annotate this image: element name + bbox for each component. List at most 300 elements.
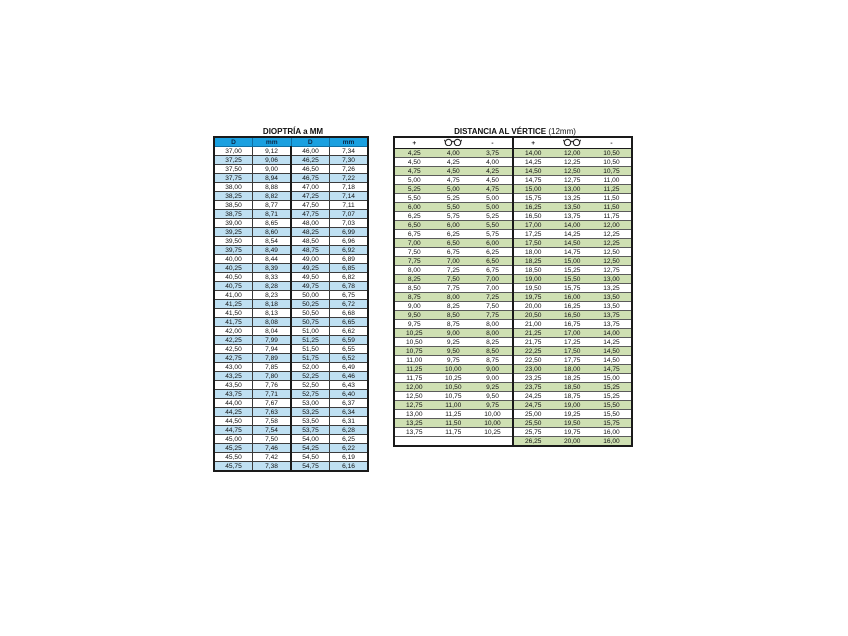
table-cell: 9,50: [394, 311, 434, 320]
table-cell: 15,75: [552, 284, 592, 293]
table-cell: 40,75: [214, 282, 253, 291]
table-cell: 7,54: [253, 426, 292, 435]
table-cell: 11,50: [592, 194, 632, 203]
table-cell: 24,75: [513, 401, 553, 410]
table-row: [394, 203, 632, 212]
table-cell: 5,50: [473, 221, 513, 230]
glasses-icon: [434, 137, 474, 149]
table-cell: 48,25: [291, 228, 330, 237]
table-cell: 7,50: [473, 302, 513, 311]
table-cell: 11,00: [434, 401, 474, 410]
table-cell: 15,00: [552, 257, 592, 266]
table-cell: 9,00: [394, 302, 434, 311]
table-cell: 8,49: [253, 246, 292, 255]
table-cell: 48,00: [291, 219, 330, 228]
table-cell: 23,75: [513, 383, 553, 392]
table-cell: 49,00: [291, 255, 330, 264]
table-cell: 8,33: [253, 273, 292, 282]
table-row: [394, 392, 632, 401]
table-cell: 14,50: [552, 239, 592, 248]
table-cell: 23,00: [513, 365, 553, 374]
table-cell: 7,00: [434, 257, 474, 266]
table-cell: 14,50: [513, 167, 553, 176]
table-cell: 9,12: [253, 147, 292, 156]
table-cell: 41,75: [214, 318, 253, 327]
table-cell: 8,44: [253, 255, 292, 264]
table-cell: 8,88: [253, 183, 292, 192]
table-cell: 37,25: [214, 156, 253, 165]
table-cell: 6,37: [330, 399, 369, 408]
header-d: D: [214, 137, 253, 147]
table-cell: 13,50: [592, 293, 632, 302]
table-cell: 9,50: [434, 347, 474, 356]
table-cell: 8,77: [253, 201, 292, 210]
dioptria-table: [213, 136, 369, 472]
table-cell: [434, 437, 474, 447]
table-cell: 43,50: [214, 381, 253, 390]
table-cell: 6,25: [330, 435, 369, 444]
table-cell: 16,25: [552, 302, 592, 311]
table-cell: 12,75: [592, 266, 632, 275]
table-row: [394, 266, 632, 275]
table-cell: 23,25: [513, 374, 553, 383]
table-cell: 11,75: [434, 428, 474, 437]
table-cell: 6,49: [330, 363, 369, 372]
table-row: [214, 282, 368, 291]
table-cell: 6,19: [330, 453, 369, 462]
table-row: [394, 302, 632, 311]
table-row: [394, 374, 632, 383]
table-cell: 7,03: [330, 219, 369, 228]
table-row: [214, 147, 368, 156]
table-cell: 54,75: [291, 462, 330, 472]
table-cell: 5,25: [434, 194, 474, 203]
distancia-title: [393, 127, 637, 136]
table-cell: 14,25: [552, 230, 592, 239]
table-cell: 10,50: [394, 338, 434, 347]
table-row: [214, 408, 368, 417]
table-row: [214, 318, 368, 327]
table-cell: 15,25: [592, 383, 632, 392]
table-cell: 4,25: [473, 167, 513, 176]
table-cell: 7,75: [434, 284, 474, 293]
table-row: [214, 462, 368, 472]
table-cell: 54,50: [291, 453, 330, 462]
table-row: [214, 174, 368, 183]
table-cell: 14,00: [513, 149, 553, 158]
table-cell: 53,50: [291, 417, 330, 426]
table-cell: 6,75: [434, 248, 474, 257]
table-cell: 11,25: [434, 410, 474, 419]
header-minus: -: [473, 137, 513, 149]
header-d: D: [291, 137, 330, 147]
table-cell: 14,75: [552, 248, 592, 257]
table-cell: 44,25: [214, 408, 253, 417]
table-cell: 20,00: [552, 437, 592, 447]
table-row: [394, 347, 632, 356]
table-cell: 4,00: [434, 149, 474, 158]
table-cell: 54,25: [291, 444, 330, 453]
table-cell: 53,00: [291, 399, 330, 408]
table-row: [394, 311, 632, 320]
table-cell: 13,25: [394, 419, 434, 428]
table-row: [214, 435, 368, 444]
table-cell: 12,00: [592, 221, 632, 230]
table-cell: 14,75: [513, 176, 553, 185]
table-cell: 13,75: [552, 212, 592, 221]
table-cell: 8,82: [253, 192, 292, 201]
table-cell: 41,00: [214, 291, 253, 300]
table-cell: 16,00: [552, 293, 592, 302]
table-cell: 43,25: [214, 372, 253, 381]
table-cell: 49,75: [291, 282, 330, 291]
table-cell: 49,50: [291, 273, 330, 282]
table-cell: 5,25: [394, 185, 434, 194]
table-cell: 3,75: [473, 149, 513, 158]
table-cell: 44,75: [214, 426, 253, 435]
table-cell: 8,60: [253, 228, 292, 237]
table-cell: 18,25: [552, 374, 592, 383]
table-cell: 17,50: [513, 239, 553, 248]
table-cell: 48,50: [291, 237, 330, 246]
table-cell: 25,75: [513, 428, 553, 437]
table-cell: 16,50: [552, 311, 592, 320]
table-cell: 8,50: [473, 347, 513, 356]
table-cell: 14,25: [592, 338, 632, 347]
table-row: [394, 239, 632, 248]
table-cell: 8,25: [473, 338, 513, 347]
table-row: [394, 185, 632, 194]
table-cell: 39,75: [214, 246, 253, 255]
table-cell: 19,50: [552, 419, 592, 428]
table-row: [214, 417, 368, 426]
table-cell: 14,00: [592, 329, 632, 338]
table-cell: 51,00: [291, 327, 330, 336]
table-cell: 7,34: [330, 147, 369, 156]
table-cell: 7,67: [253, 399, 292, 408]
table-cell: 7,50: [434, 275, 474, 284]
header-minus: -: [592, 137, 632, 149]
table-cell: 6,00: [394, 203, 434, 212]
table-cell: 6,46: [330, 372, 369, 381]
table-cell: 38,00: [214, 183, 253, 192]
table-cell: 5,50: [434, 203, 474, 212]
table-cell: 10,00: [434, 365, 474, 374]
table-cell: [394, 437, 434, 447]
table-cell: 12,50: [592, 248, 632, 257]
table-cell: 12,00: [394, 383, 434, 392]
table-cell: 9,75: [394, 320, 434, 329]
table-cell: 11,25: [394, 365, 434, 374]
table-cell: 8,00: [473, 320, 513, 329]
table-cell: 7,30: [330, 156, 369, 165]
table-row: [214, 246, 368, 255]
table-cell: 13,00: [394, 410, 434, 419]
table-cell: 14,00: [552, 221, 592, 230]
table-cell: 7,50: [394, 248, 434, 257]
table-cell: 12,50: [552, 167, 592, 176]
table-cell: 40,25: [214, 264, 253, 273]
table-cell: 20,50: [513, 311, 553, 320]
table-cell: 17,25: [552, 338, 592, 347]
table-cell: 6,75: [394, 230, 434, 239]
table-cell: 6,99: [330, 228, 369, 237]
table-cell: 5,50: [394, 194, 434, 203]
table-row: [394, 167, 632, 176]
table-row: [214, 165, 368, 174]
table-row: [214, 210, 368, 219]
table-cell: 8,04: [253, 327, 292, 336]
table-cell: 4,75: [394, 167, 434, 176]
table-cell: 39,25: [214, 228, 253, 237]
table-cell: 17,00: [513, 221, 553, 230]
table-cell: 51,75: [291, 354, 330, 363]
table-cell: 5,00: [394, 176, 434, 185]
table-cell: [473, 437, 513, 447]
table-cell: 15,75: [592, 419, 632, 428]
table-cell: 5,00: [473, 194, 513, 203]
table-cell: 13,50: [552, 203, 592, 212]
table-cell: 40,50: [214, 273, 253, 282]
table-cell: 6,43: [330, 381, 369, 390]
table-cell: 52,75: [291, 390, 330, 399]
table-cell: 10,75: [592, 167, 632, 176]
table-cell: 6,00: [434, 221, 474, 230]
table-row: [214, 390, 368, 399]
table-cell: 54,00: [291, 435, 330, 444]
table-row: [214, 201, 368, 210]
table-row: [394, 149, 632, 158]
table-cell: 37,75: [214, 174, 253, 183]
table-cell: 9,25: [473, 383, 513, 392]
table-cell: 6,16: [330, 462, 369, 472]
table-cell: 50,50: [291, 309, 330, 318]
table-cell: 15,50: [592, 401, 632, 410]
table-cell: 6,65: [330, 318, 369, 327]
table-cell: 5,25: [473, 212, 513, 221]
table-cell: 6,92: [330, 246, 369, 255]
table-row: [214, 453, 368, 462]
table-cell: 39,00: [214, 219, 253, 228]
distancia-title-suffix: (12mm): [548, 127, 576, 136]
table-cell: 4,25: [434, 158, 474, 167]
table-cell: 7,89: [253, 354, 292, 363]
table-cell: 18,00: [552, 365, 592, 374]
table-cell: 7,25: [473, 293, 513, 302]
table-row: [214, 336, 368, 345]
table-cell: 4,75: [434, 176, 474, 185]
table-cell: 43,75: [214, 390, 253, 399]
table-cell: 10,75: [394, 347, 434, 356]
table-row: [214, 291, 368, 300]
table-row: [394, 383, 632, 392]
table-cell: 21,00: [513, 320, 553, 329]
table-cell: 6,72: [330, 300, 369, 309]
table-cell: 8,00: [473, 329, 513, 338]
table-cell: 7,38: [253, 462, 292, 472]
table-row: [394, 437, 632, 447]
table-cell: 16,00: [592, 428, 632, 437]
table-cell: 13,00: [592, 275, 632, 284]
table-cell: 46,50: [291, 165, 330, 174]
table-cell: 7,14: [330, 192, 369, 201]
table-row: [394, 365, 632, 374]
table-cell: 9,25: [434, 338, 474, 347]
table-cell: 14,75: [592, 365, 632, 374]
table-cell: 8,08: [253, 318, 292, 327]
table-row: [214, 426, 368, 435]
table-cell: 16,50: [513, 212, 553, 221]
table-cell: 50,25: [291, 300, 330, 309]
table-cell: 6,96: [330, 237, 369, 246]
table-row: [394, 410, 632, 419]
table-cell: 11,50: [592, 203, 632, 212]
table-cell: 11,25: [592, 185, 632, 194]
distancia-table: [393, 136, 633, 447]
table-row: [214, 183, 368, 192]
table-cell: 6,25: [434, 230, 474, 239]
table-cell: 6,75: [330, 291, 369, 300]
table-cell: 38,25: [214, 192, 253, 201]
table-cell: 47,50: [291, 201, 330, 210]
table-row: [214, 354, 368, 363]
table-cell: 42,25: [214, 336, 253, 345]
table-row: [214, 381, 368, 390]
table-cell: 4,75: [473, 185, 513, 194]
table-cell: 11,75: [394, 374, 434, 383]
table-cell: 7,00: [473, 284, 513, 293]
table-cell: 10,00: [473, 419, 513, 428]
table-row: [394, 176, 632, 185]
distancia-title-text: DISTANCIA AL VÉRTICE: [454, 127, 547, 136]
table-cell: 7,75: [394, 257, 434, 266]
table-row: [394, 356, 632, 365]
table-row: [394, 428, 632, 437]
table-cell: 6,34: [330, 408, 369, 417]
table-row: [214, 345, 368, 354]
table-row: [214, 444, 368, 453]
table-row: [214, 372, 368, 381]
table-cell: 5,00: [434, 185, 474, 194]
table-cell: 7,07: [330, 210, 369, 219]
table-cell: 10,50: [592, 158, 632, 167]
table-cell: 16,25: [513, 203, 553, 212]
table-cell: 13,75: [394, 428, 434, 437]
table-row: [394, 194, 632, 203]
table-cell: 49,25: [291, 264, 330, 273]
table-cell: 21,75: [513, 338, 553, 347]
table-cell: 5,75: [434, 212, 474, 221]
table-row: [394, 221, 632, 230]
table-cell: 4,25: [394, 149, 434, 158]
table-row: [394, 320, 632, 329]
table-cell: 14,25: [513, 158, 553, 167]
table-cell: 53,25: [291, 408, 330, 417]
table-cell: 8,75: [394, 293, 434, 302]
table-cell: 50,75: [291, 318, 330, 327]
table-row: [394, 275, 632, 284]
table-cell: 21,25: [513, 329, 553, 338]
table-cell: 7,25: [434, 266, 474, 275]
table-cell: 15,75: [513, 194, 553, 203]
table-cell: 7,18: [330, 183, 369, 192]
table-cell: 45,50: [214, 453, 253, 462]
table-cell: 10,25: [434, 374, 474, 383]
table-cell: 19,25: [552, 410, 592, 419]
table-cell: 6,40: [330, 390, 369, 399]
table-row: [214, 399, 368, 408]
table-cell: 22,25: [513, 347, 553, 356]
table-cell: 7,58: [253, 417, 292, 426]
table-row: [394, 212, 632, 221]
table-cell: 38,50: [214, 201, 253, 210]
table-cell: 46,00: [291, 147, 330, 156]
table-cell: 4,50: [394, 158, 434, 167]
table-cell: 47,25: [291, 192, 330, 201]
table-cell: 17,25: [513, 230, 553, 239]
table-cell: 24,25: [513, 392, 553, 401]
table-cell: 46,25: [291, 156, 330, 165]
table-cell: 7,46: [253, 444, 292, 453]
table-row: [394, 158, 632, 167]
table-row: [214, 156, 368, 165]
table-cell: 7,00: [473, 275, 513, 284]
table-row: [214, 228, 368, 237]
table-cell: 42,50: [214, 345, 253, 354]
table-cell: 6,68: [330, 309, 369, 318]
table-row: [214, 237, 368, 246]
table-row: [394, 329, 632, 338]
table-row: [214, 300, 368, 309]
table-cell: 4,50: [434, 167, 474, 176]
table-cell: 10,50: [592, 149, 632, 158]
table-row: [214, 219, 368, 228]
table-cell: 15,50: [592, 410, 632, 419]
table-cell: 17,00: [552, 329, 592, 338]
dioptria-header-row: [214, 137, 368, 147]
table-cell: 15,25: [552, 266, 592, 275]
table-cell: 7,26: [330, 165, 369, 174]
table-cell: 7,80: [253, 372, 292, 381]
table-cell: 8,28: [253, 282, 292, 291]
table-cell: 6,52: [330, 354, 369, 363]
table-cell: 41,50: [214, 309, 253, 318]
table-cell: 11,50: [434, 419, 474, 428]
table-cell: 8,39: [253, 264, 292, 273]
table-cell: 7,63: [253, 408, 292, 417]
table-cell: 53,75: [291, 426, 330, 435]
table-cell: 8,18: [253, 300, 292, 309]
table-cell: 7,22: [330, 174, 369, 183]
header-plus: +: [394, 137, 434, 149]
table-cell: 45,00: [214, 435, 253, 444]
table-cell: 50,00: [291, 291, 330, 300]
table-cell: 6,28: [330, 426, 369, 435]
dioptria-title: DIOPTRÍA a MM: [262, 127, 324, 136]
table-cell: 7,76: [253, 381, 292, 390]
table-cell: 6,78: [330, 282, 369, 291]
table-cell: 18,00: [513, 248, 553, 257]
table-cell: 6,25: [473, 248, 513, 257]
table-cell: 8,23: [253, 291, 292, 300]
table-cell: 5,75: [473, 230, 513, 239]
table-row: [214, 192, 368, 201]
table-cell: 7,99: [253, 336, 292, 345]
table-cell: 6,50: [394, 221, 434, 230]
table-cell: 47,75: [291, 210, 330, 219]
table-cell: 12,25: [592, 230, 632, 239]
table-cell: 6,50: [434, 239, 474, 248]
